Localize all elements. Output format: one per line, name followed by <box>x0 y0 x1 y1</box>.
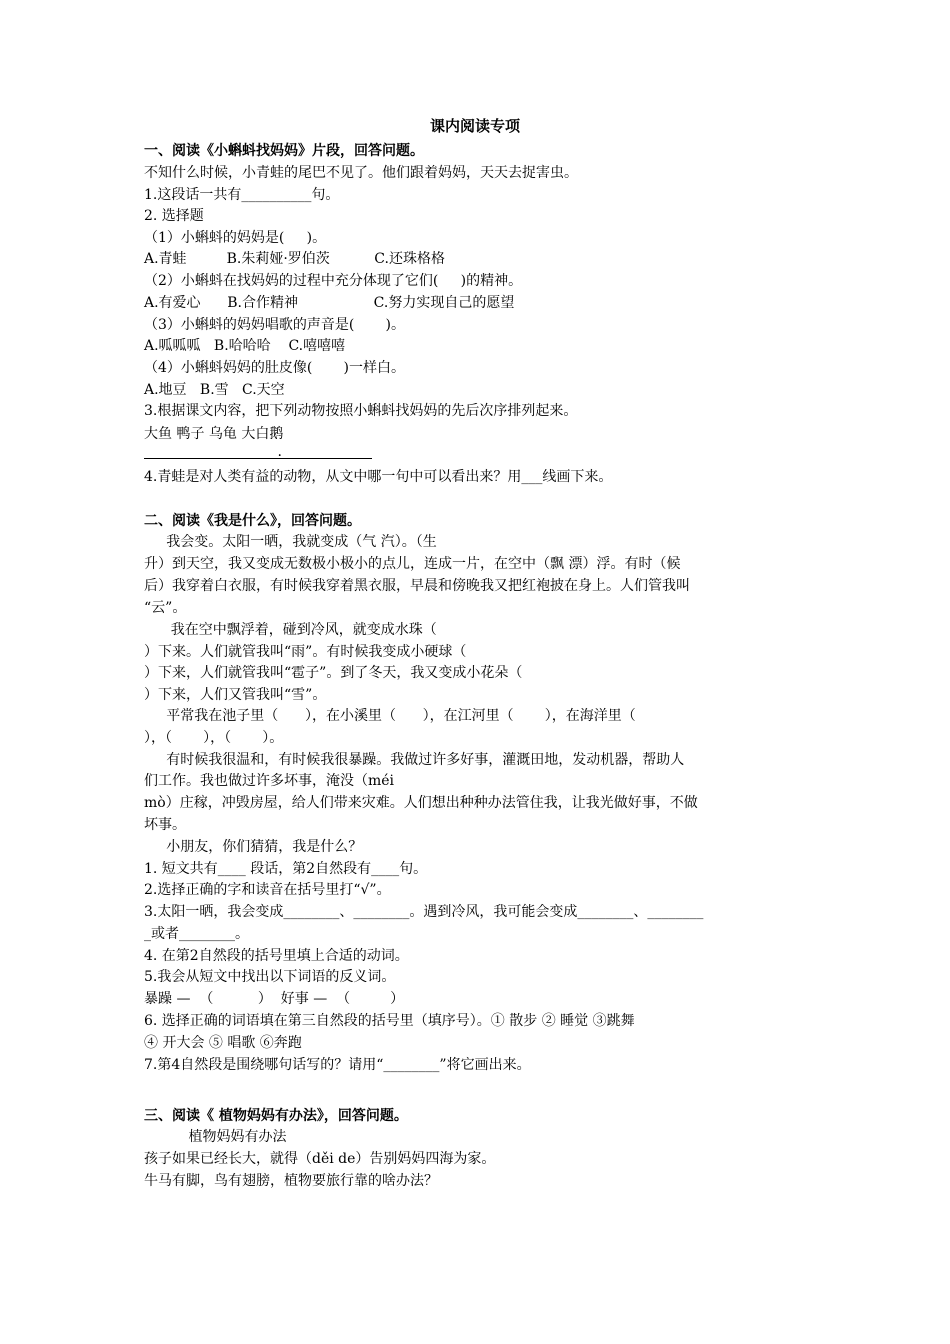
passage-line: 我会变。太阳一晒，我就变成（气 汽）。（生 <box>144 534 437 550</box>
passage-line: 升）到天空，我又变成无数极小极小的点儿，连成一片，在空中（飘 漂）浮。有时（候 <box>144 556 681 572</box>
option-line: A.呱呱呱 B.哈哈哈 C.嘻嘻嘻 <box>144 338 346 354</box>
question-line: 2. 选择题 <box>144 208 204 224</box>
passage-line: ）下来。人们就管我叫“雨”。有时候我变成小硬球（ <box>144 644 467 660</box>
passage-line: 有时候我很温和，有时候我很暴躁。我做过许多好事，灌溉田地，发动机器，帮助人 <box>144 752 685 768</box>
text-line: 不知什么时候，小青蛙的尾巴不见了。他们跟着妈妈，天天去捉害虫。 <box>144 165 578 181</box>
section-3-heading: 三、阅读《 植物妈妈有办法》，回答问题。 <box>144 1108 408 1124</box>
question-line: （3）小蝌蚪的妈妈唱歌的声音是( )。 <box>144 317 405 333</box>
passage-line: “云”。 <box>144 600 187 616</box>
question-line: 3.根据课文内容，把下列动物按照小蝌蚪找妈妈的先后次序排列起来。 <box>144 403 578 419</box>
passage-line: 后）我穿着白衣服，有时候我穿着黑衣服，早晨和傍晚我又把红袍披在身上。人们管我叫 <box>144 578 690 594</box>
option-line: A.地豆 B.雪 C.天空 <box>144 382 285 398</box>
question-line: 3.太阳一晒，我会变成________、________。遇到冷风，我可能会变成________、________ <box>144 904 704 920</box>
poem-title: 植物妈妈有办法 <box>144 1129 287 1145</box>
question-line: 7.第4自然段是围绕哪句话写的？请用“________”将它画出来。 <box>144 1057 531 1073</box>
section-1-heading: 一、阅读《小蝌蚪找妈妈》片段，回答问题。 <box>144 143 424 159</box>
passage-line: ）下来，人们就管我叫“雹子”。到了冬天，我又变成小花朵（ <box>144 665 523 681</box>
answer-line: . <box>144 444 282 460</box>
question-line: （4）小蝌蚪妈妈的肚皮像( )一样白。 <box>144 360 405 376</box>
option-line: A.有爱心 B.合作精神 C.努力实现自己的愿望 <box>144 295 515 311</box>
section-2-heading: 二、阅读《我是什么》，回答问题。 <box>144 513 361 529</box>
question-line: ④ 开大会 ⑤ 唱歌 ⑥奔跑 <box>144 1035 302 1051</box>
answer-underline <box>144 458 372 459</box>
passage-line: mò）庄稼，冲毁房屋，给人们带来灾难。人们想出种种办法管住我，让我光做好事，不做 <box>144 795 698 811</box>
question-line: 1.这段话一共有__________句。 <box>144 187 340 203</box>
question-line: 4.青蛙是对人类有益的动物，从文中哪一句中可以看出来？用___线画下来。 <box>144 469 613 485</box>
question-line: 暴躁 — （ ） 好事 — （ ） <box>144 991 405 1007</box>
passage-line: 我在空中飘浮着，碰到冷风，就变成水珠（ <box>144 622 437 638</box>
poem-line: 牛马有脚，鸟有翅膀，植物要旅行靠的啥办法？ <box>144 1173 438 1189</box>
text-line: 大鱼 鸭子 乌龟 大白鹅 <box>144 426 284 442</box>
page-title: 课内阅读专项 <box>429 117 520 135</box>
passage-line: ），（ ），（ ）。 <box>144 730 284 746</box>
question-line: （1）小蝌蚪的妈妈是( )。 <box>144 230 327 246</box>
passage-line: ）下来，人们又管我叫“雪”。 <box>144 687 327 703</box>
question-line: 4. 在第2自然段的括号里填上合适的动词。 <box>144 948 409 964</box>
question-line: 2.选择正确的字和读音在括号里打“√”。 <box>144 882 391 898</box>
option-line: A.青蛙 B.朱莉娅·罗伯茨 C.还珠格格 <box>144 251 445 267</box>
question-line: 1. 短文共有____ 段话，第2自然段有____句。 <box>144 861 428 877</box>
question-line: （2）小蝌蚪在找妈妈的过程中充分体现了它们( )的精神。 <box>144 273 523 289</box>
poem-line: 孩子如果已经长大，就得（děi de）告别妈妈四海为家。 <box>144 1151 496 1167</box>
question-line: 5.我会从短文中找出以下词语的反义词。 <box>144 969 396 985</box>
passage-line: 小朋友，你们猜猜，我是什么？ <box>144 839 363 855</box>
question-line: 6. 选择正确的词语填在第三自然段的括号里（填序号）。① 散步 ② 睡觉 ③跳舞 <box>144 1013 635 1029</box>
passage-line: 平常我在池子里（ ），在小溪里（ ），在江河里（ ），在海洋里（ <box>144 708 636 724</box>
passage-line: 们工作。我也做过许多坏事，淹没（méi <box>144 773 395 789</box>
question-line: _或者________。 <box>144 926 249 942</box>
passage-line: 坏事。 <box>144 817 186 833</box>
